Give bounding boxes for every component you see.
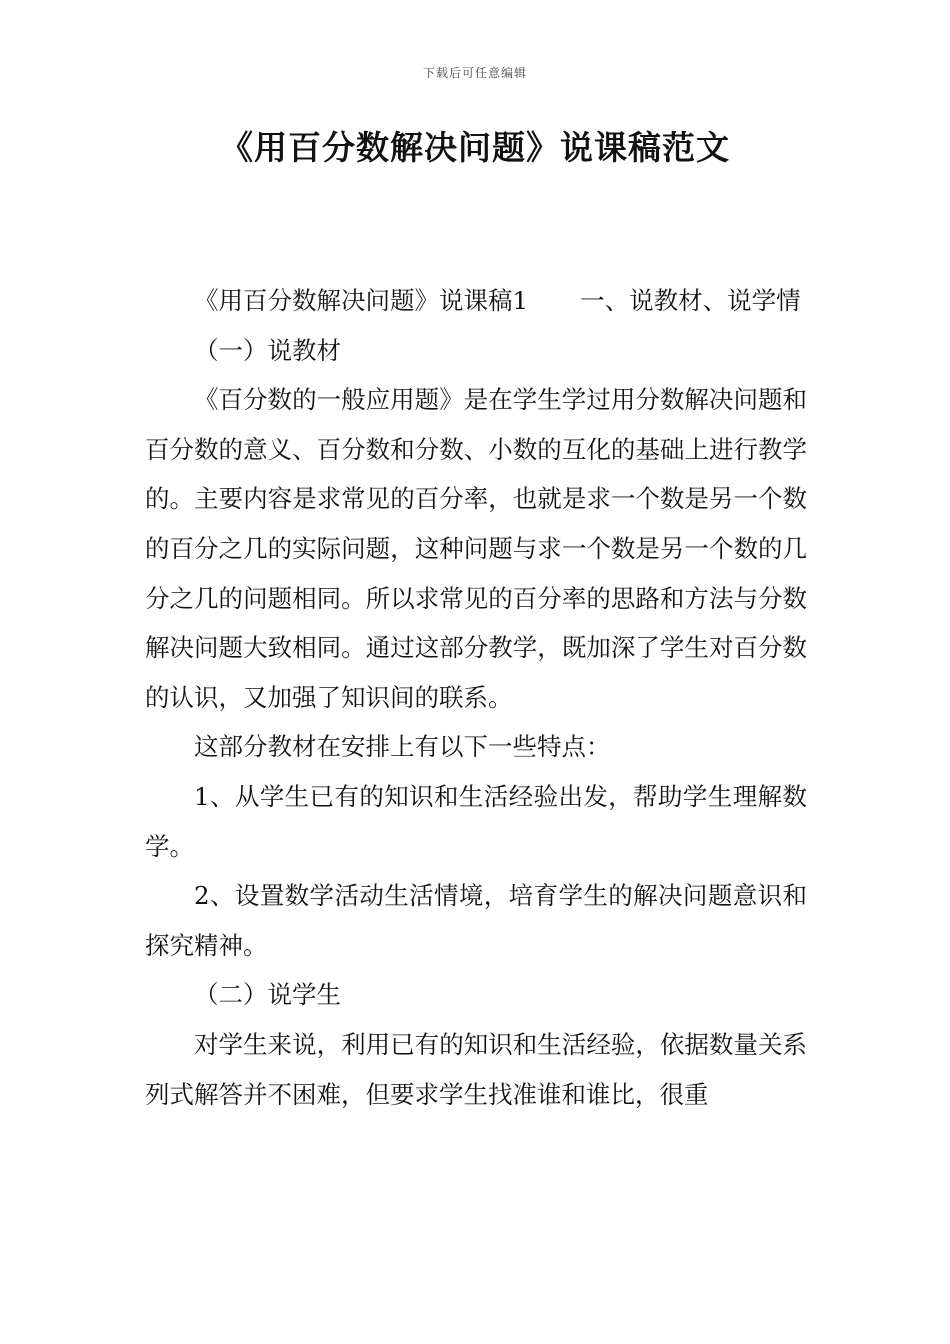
paragraph-students-description: 对学生来说，利用已有的知识和生活经验，依据数量关系列式解答并不困难，但要求学生找准谁和谁比，很重: [145, 1029, 807, 1109]
paragraph-textbook-description: 《百分数的一般应用题》是在学生学过用分数解决问题和百分数的意义、百分数和分数、小数的互化的基础上进行教学的。主要内容是求常见的百分率，也就是求一个数是另一个数的百分之几的实际问题，这种问题与求一个数是另一个数的几分之几的问题相同。所以求常见的百分率的思路和方法与分数解决问题大致相同。通过这部分教学，既加深了学生对百分数的认识，又加强了知识间的联系。: [145, 385, 807, 712]
lead-paragraph: [145, 276, 807, 326]
document-body: [145, 276, 807, 1119]
document-title: 《用百分数解决问题》说课稿范文: [220, 128, 730, 167]
paragraph-features-intro: 这部分教材在安排上有以下一些特点：: [194, 732, 611, 762]
section-heading-textbook: （一）说教材: [194, 335, 341, 365]
section-heading-students: （二）说学生: [194, 980, 341, 1010]
header-note: 下载后可任意编辑: [422, 66, 527, 80]
lead-subtitle: 《用百分数解决问题》说课稿1: [194, 286, 529, 315]
paragraph-feature-1: 1、从学生已有的知识和生活经验出发，帮助学生理解数学。: [145, 781, 807, 861]
paragraph-feature-2: 2、设置数学活动生活情境，培育学生的解决问题意识和探究精神。: [145, 881, 807, 960]
lead-section-heading: 一、说教材、说学情: [580, 286, 801, 315]
